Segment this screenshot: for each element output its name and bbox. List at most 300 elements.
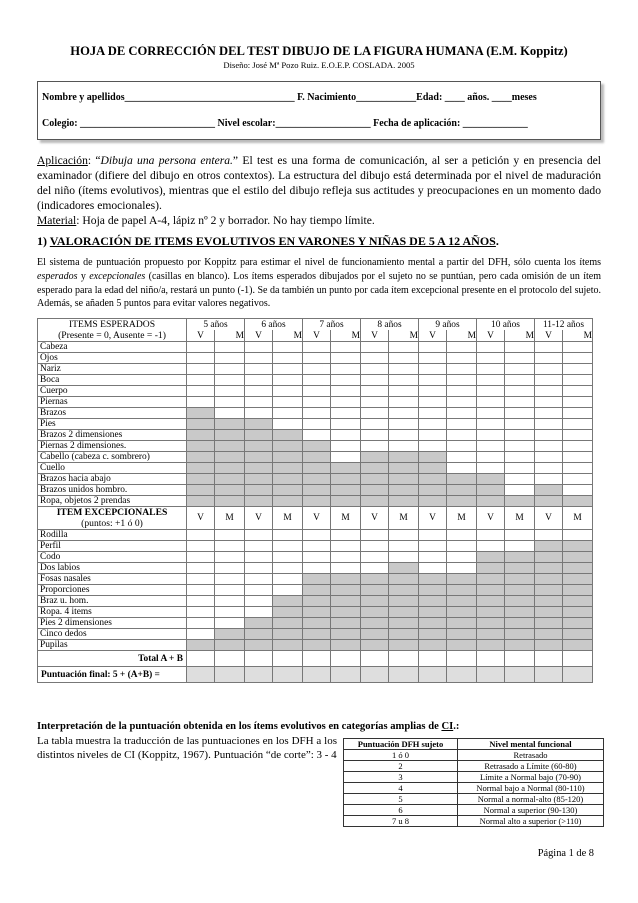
total-row <box>38 651 593 667</box>
score-cell[interactable] <box>447 452 477 463</box>
esperados-header-cell <box>38 319 187 342</box>
shaded-cell <box>215 419 245 430</box>
score-cell[interactable] <box>215 530 245 541</box>
score-cell[interactable] <box>245 397 273 408</box>
score-cell[interactable] <box>477 441 505 452</box>
score-cell[interactable] <box>187 563 215 574</box>
score-cell[interactable] <box>563 353 593 364</box>
score-cell[interactable] <box>273 397 303 408</box>
score-cell[interactable] <box>303 375 331 386</box>
score-cell[interactable] <box>389 419 419 430</box>
score-cell[interactable] <box>273 364 303 375</box>
score-cell[interactable] <box>535 441 563 452</box>
score-cell[interactable] <box>535 474 563 485</box>
score-cell[interactable] <box>245 408 273 419</box>
ci-score: 4 <box>344 783 458 794</box>
shaded-cell <box>447 629 477 640</box>
score-cell[interactable] <box>505 386 535 397</box>
score-cell[interactable] <box>477 430 505 441</box>
shaded-cell <box>419 474 447 485</box>
score-cell[interactable] <box>245 574 273 585</box>
total-cell[interactable] <box>419 651 447 667</box>
score-cell[interactable] <box>273 574 303 585</box>
score-cell[interactable] <box>419 541 447 552</box>
total-cell[interactable] <box>215 651 245 667</box>
shaded-cell <box>477 607 505 618</box>
score-cell[interactable] <box>273 552 303 563</box>
score-cell[interactable] <box>505 441 535 452</box>
score-cell[interactable] <box>419 364 447 375</box>
score-cell[interactable] <box>447 419 477 430</box>
shaded-cell <box>331 496 361 507</box>
score-cell[interactable] <box>389 408 419 419</box>
score-cell[interactable] <box>245 563 273 574</box>
score-cell[interactable] <box>505 463 535 474</box>
score-cell[interactable] <box>245 353 273 364</box>
item-label: Braz u. hom. <box>38 596 187 607</box>
score-cell[interactable] <box>361 364 389 375</box>
score-cell[interactable] <box>535 530 563 541</box>
shaded-cell <box>389 474 419 485</box>
score-cell[interactable] <box>535 463 563 474</box>
score-cell[interactable] <box>273 419 303 430</box>
score-cell[interactable] <box>389 530 419 541</box>
item-label: Piernas 2 dimensiones. <box>38 441 187 452</box>
score-cell[interactable] <box>389 552 419 563</box>
score-cell[interactable] <box>331 408 361 419</box>
score-cell[interactable] <box>389 375 419 386</box>
score-cell[interactable] <box>419 386 447 397</box>
score-cell[interactable] <box>563 530 593 541</box>
shaded-cell <box>187 474 215 485</box>
score-cell[interactable] <box>447 375 477 386</box>
score-cell[interactable] <box>563 408 593 419</box>
score-cell[interactable] <box>447 441 477 452</box>
score-cell[interactable] <box>447 364 477 375</box>
total-cell[interactable] <box>535 667 563 683</box>
score-cell[interactable] <box>331 530 361 541</box>
score-cell[interactable] <box>273 585 303 596</box>
score-cell[interactable] <box>331 342 361 353</box>
score-cell[interactable] <box>419 552 447 563</box>
shaded-cell <box>361 474 389 485</box>
score-cell[interactable] <box>505 485 535 496</box>
total-cell[interactable] <box>477 667 505 683</box>
score-cell[interactable] <box>273 375 303 386</box>
shaded-cell <box>245 452 273 463</box>
score-cell[interactable] <box>331 397 361 408</box>
score-cell[interactable] <box>447 353 477 364</box>
score-cell[interactable] <box>361 353 389 364</box>
score-cell[interactable] <box>273 386 303 397</box>
item-row <box>38 441 593 452</box>
total-cell[interactable] <box>419 667 447 683</box>
score-cell[interactable] <box>563 364 593 375</box>
score-cell[interactable] <box>215 596 245 607</box>
shaded-cell <box>419 452 447 463</box>
score-cell[interactable] <box>563 375 593 386</box>
total-cell[interactable] <box>447 651 477 667</box>
score-cell[interactable] <box>447 397 477 408</box>
score-cell[interactable] <box>389 364 419 375</box>
score-cell[interactable] <box>303 530 331 541</box>
total-cell[interactable] <box>477 651 505 667</box>
score-cell[interactable] <box>187 618 215 629</box>
total-cell[interactable] <box>361 667 389 683</box>
score-cell[interactable] <box>331 452 361 463</box>
score-cell[interactable] <box>361 342 389 353</box>
score-cell[interactable] <box>505 408 535 419</box>
score-cell[interactable] <box>563 386 593 397</box>
score-cell[interactable] <box>563 397 593 408</box>
score-cell[interactable] <box>505 353 535 364</box>
material-label: Material <box>37 214 77 227</box>
score-cell[interactable] <box>477 419 505 430</box>
score-cell[interactable] <box>535 364 563 375</box>
total-cell[interactable] <box>273 651 303 667</box>
score-cell[interactable] <box>419 342 447 353</box>
score-cell[interactable] <box>303 408 331 419</box>
age-header: 11-12 años <box>535 319 593 331</box>
shaded-cell <box>187 408 215 419</box>
score-cell[interactable] <box>303 430 331 441</box>
score-cell[interactable] <box>303 342 331 353</box>
score-cell[interactable] <box>563 342 593 353</box>
excepcionales-header-cell <box>38 507 187 530</box>
total-cell[interactable] <box>303 651 331 667</box>
shaded-cell <box>419 496 447 507</box>
total-cell[interactable] <box>447 667 477 683</box>
score-cell[interactable] <box>245 552 273 563</box>
score-cell[interactable] <box>215 397 245 408</box>
score-cell[interactable] <box>477 342 505 353</box>
score-cell[interactable] <box>419 375 447 386</box>
score-cell[interactable] <box>187 375 215 386</box>
score-cell[interactable] <box>389 430 419 441</box>
score-cell[interactable] <box>563 463 593 474</box>
score-cell[interactable] <box>215 386 245 397</box>
score-cell[interactable] <box>419 441 447 452</box>
sex-header: M <box>505 507 535 530</box>
score-cell[interactable] <box>389 441 419 452</box>
total-cell[interactable] <box>535 651 563 667</box>
item-row <box>38 386 593 397</box>
sex-header: M <box>331 507 361 530</box>
score-cell[interactable] <box>447 552 477 563</box>
score-cell[interactable] <box>303 353 331 364</box>
score-cell[interactable] <box>331 353 361 364</box>
ci-score: 6 <box>344 805 458 816</box>
score-cell[interactable] <box>535 430 563 441</box>
score-cell[interactable] <box>187 353 215 364</box>
score-cell[interactable] <box>477 541 505 552</box>
shaded-cell <box>331 463 361 474</box>
section-number: 1) <box>37 234 50 248</box>
shaded-cell <box>245 463 273 474</box>
score-cell[interactable] <box>447 530 477 541</box>
item-label: Brazos <box>38 408 187 419</box>
total-cell[interactable] <box>215 667 245 683</box>
score-cell[interactable] <box>419 419 447 430</box>
score-cell[interactable] <box>447 463 477 474</box>
score-cell[interactable] <box>505 530 535 541</box>
shaded-cell <box>505 607 535 618</box>
age-header: 7 años <box>303 319 361 331</box>
score-cell[interactable] <box>215 375 245 386</box>
score-cell[interactable] <box>447 430 477 441</box>
score-cell[interactable] <box>361 441 389 452</box>
shaded-cell <box>361 618 389 629</box>
score-cell[interactable] <box>389 541 419 552</box>
item-label: Cuello <box>38 463 187 474</box>
age-header: 10 años <box>477 319 535 331</box>
score-cell[interactable] <box>361 408 389 419</box>
score-cell[interactable] <box>303 386 331 397</box>
score-cell[interactable] <box>273 563 303 574</box>
score-cell[interactable] <box>331 552 361 563</box>
total-cell[interactable] <box>187 667 215 683</box>
score-cell[interactable] <box>187 541 215 552</box>
score-cell[interactable] <box>245 342 273 353</box>
total-cell[interactable] <box>245 651 273 667</box>
score-cell[interactable] <box>303 419 331 430</box>
score-cell[interactable] <box>245 585 273 596</box>
score-cell[interactable] <box>389 353 419 364</box>
item-row <box>38 397 593 408</box>
score-cell[interactable] <box>303 364 331 375</box>
item-row <box>38 618 593 629</box>
score-cell[interactable] <box>563 441 593 452</box>
score-cell[interactable] <box>245 375 273 386</box>
score-cell[interactable] <box>535 452 563 463</box>
score-cell[interactable] <box>447 386 477 397</box>
total-cell[interactable] <box>303 667 331 683</box>
score-cell[interactable] <box>477 408 505 419</box>
score-cell[interactable] <box>477 375 505 386</box>
age-header: 5 años <box>187 319 245 331</box>
score-cell[interactable] <box>389 386 419 397</box>
score-cell[interactable] <box>535 342 563 353</box>
score-cell[interactable] <box>331 441 361 452</box>
score-cell[interactable] <box>245 386 273 397</box>
total-cell[interactable] <box>245 667 273 683</box>
score-cell[interactable] <box>505 364 535 375</box>
sex-header: V <box>419 330 447 342</box>
score-cell[interactable] <box>273 342 303 353</box>
score-cell[interactable] <box>187 574 215 585</box>
shaded-cell <box>505 563 535 574</box>
score-cell[interactable] <box>563 430 593 441</box>
shaded-cell <box>361 640 389 651</box>
score-cell[interactable] <box>215 342 245 353</box>
score-cell[interactable] <box>273 353 303 364</box>
score-cell[interactable] <box>273 530 303 541</box>
score-cell[interactable] <box>563 474 593 485</box>
score-cell[interactable] <box>505 419 535 430</box>
total-cell[interactable] <box>389 667 419 683</box>
total-cell[interactable] <box>331 651 361 667</box>
score-cell[interactable] <box>505 430 535 441</box>
score-cell[interactable] <box>447 541 477 552</box>
score-cell[interactable] <box>389 397 419 408</box>
score-cell[interactable] <box>187 397 215 408</box>
shaded-cell <box>389 596 419 607</box>
sex-header: M <box>447 330 477 342</box>
score-cell[interactable] <box>331 430 361 441</box>
sex-header: V <box>303 507 331 530</box>
score-cell[interactable] <box>215 574 245 585</box>
score-cell[interactable] <box>361 430 389 441</box>
score-cell[interactable] <box>187 530 215 541</box>
shaded-cell <box>303 463 331 474</box>
score-cell[interactable] <box>419 530 447 541</box>
score-cell[interactable] <box>303 552 331 563</box>
score-cell[interactable] <box>187 596 215 607</box>
sex-header: M <box>389 507 419 530</box>
score-cell[interactable] <box>477 364 505 375</box>
shaded-cell <box>563 596 593 607</box>
score-cell[interactable] <box>303 397 331 408</box>
score-cell[interactable] <box>187 386 215 397</box>
score-cell[interactable] <box>215 552 245 563</box>
esperados-sub: (Presente = 0, Ausente = -1) <box>58 330 166 341</box>
score-cell[interactable] <box>477 353 505 364</box>
score-cell[interactable] <box>447 563 477 574</box>
score-cell[interactable] <box>187 629 215 640</box>
score-cell[interactable] <box>361 530 389 541</box>
score-cell[interactable] <box>331 419 361 430</box>
final-row-label: Puntuación final: 5 + (A+B) = <box>38 667 187 683</box>
score-cell[interactable] <box>419 353 447 364</box>
score-cell[interactable] <box>215 364 245 375</box>
score-cell[interactable] <box>303 563 331 574</box>
ci-level: Límite a Normal bajo (70-90) <box>458 772 604 783</box>
score-cell[interactable] <box>361 386 389 397</box>
sex-header: V <box>477 507 505 530</box>
score-cell[interactable] <box>477 530 505 541</box>
score-cell[interactable] <box>419 563 447 574</box>
score-cell[interactable] <box>245 530 273 541</box>
score-cell[interactable] <box>215 618 245 629</box>
shaded-cell <box>563 541 593 552</box>
item-row <box>38 474 593 485</box>
score-cell[interactable] <box>477 463 505 474</box>
score-cell[interactable] <box>447 342 477 353</box>
score-cell[interactable] <box>245 541 273 552</box>
total-cell[interactable] <box>187 651 215 667</box>
score-cell[interactable] <box>477 452 505 463</box>
shaded-cell <box>535 596 563 607</box>
score-cell[interactable] <box>187 607 215 618</box>
score-cell[interactable] <box>187 342 215 353</box>
score-cell[interactable] <box>331 375 361 386</box>
total-cell[interactable] <box>273 667 303 683</box>
score-cell[interactable] <box>419 430 447 441</box>
score-cell[interactable] <box>361 375 389 386</box>
score-cell[interactable] <box>187 364 215 375</box>
score-cell[interactable] <box>477 397 505 408</box>
score-cell[interactable] <box>535 408 563 419</box>
score-cell[interactable] <box>361 563 389 574</box>
score-cell[interactable] <box>215 541 245 552</box>
score-cell[interactable] <box>535 419 563 430</box>
score-cell[interactable] <box>505 397 535 408</box>
total-cell[interactable] <box>505 651 535 667</box>
score-cell[interactable] <box>505 452 535 463</box>
score-cell[interactable] <box>419 397 447 408</box>
score-cell[interactable] <box>419 408 447 419</box>
score-cell[interactable] <box>389 342 419 353</box>
score-cell[interactable] <box>563 452 593 463</box>
total-cell[interactable] <box>389 651 419 667</box>
score-cell[interactable] <box>535 375 563 386</box>
score-cell[interactable] <box>245 364 273 375</box>
score-cell[interactable] <box>535 386 563 397</box>
total-cell[interactable] <box>563 651 593 667</box>
shaded-cell <box>563 496 593 507</box>
shaded-cell <box>389 607 419 618</box>
score-cell[interactable] <box>215 353 245 364</box>
shaded-cell <box>303 452 331 463</box>
shaded-cell <box>505 496 535 507</box>
score-cell[interactable] <box>215 585 245 596</box>
score-cell[interactable] <box>273 541 303 552</box>
score-cell[interactable] <box>361 541 389 552</box>
score-cell[interactable] <box>563 419 593 430</box>
intro-paragraph <box>37 153 601 228</box>
score-cell[interactable] <box>505 375 535 386</box>
score-cell[interactable] <box>505 474 535 485</box>
score-cell[interactable] <box>331 364 361 375</box>
shaded-cell <box>447 618 477 629</box>
score-cell[interactable] <box>331 563 361 574</box>
score-cell[interactable] <box>331 386 361 397</box>
score-cell[interactable] <box>215 563 245 574</box>
total-cell[interactable] <box>563 667 593 683</box>
score-cell[interactable] <box>505 342 535 353</box>
shaded-cell <box>273 485 303 496</box>
total-cell[interactable] <box>331 667 361 683</box>
score-cell[interactable] <box>303 541 331 552</box>
score-cell[interactable] <box>563 485 593 496</box>
shaded-cell <box>535 607 563 618</box>
total-cell[interactable] <box>505 667 535 683</box>
score-cell[interactable] <box>535 353 563 364</box>
school-line: Colegio: ___________________________ Nivel escolar:___________________ Fecha de aplicación: _____________ <box>42 118 528 129</box>
score-cell[interactable] <box>215 408 245 419</box>
sex-header: V <box>303 330 331 342</box>
shaded-cell <box>419 596 447 607</box>
material-text: : Hoja de papel A-4, lápiz nº 2 y borrador. No hay tiempo límite. <box>76 214 375 227</box>
score-cell[interactable] <box>187 585 215 596</box>
total-cell[interactable] <box>361 651 389 667</box>
score-cell[interactable] <box>187 552 215 563</box>
score-cell[interactable] <box>535 397 563 408</box>
score-cell[interactable] <box>505 541 535 552</box>
score-cell[interactable] <box>361 419 389 430</box>
score-cell[interactable] <box>361 397 389 408</box>
shaded-cell <box>303 585 331 596</box>
score-cell[interactable] <box>215 607 245 618</box>
score-cell[interactable] <box>245 596 273 607</box>
score-cell[interactable] <box>477 386 505 397</box>
score-cell[interactable] <box>447 408 477 419</box>
score-cell[interactable] <box>331 541 361 552</box>
score-cell[interactable] <box>245 607 273 618</box>
score-cell[interactable] <box>361 552 389 563</box>
shaded-cell <box>273 463 303 474</box>
score-cell[interactable] <box>273 408 303 419</box>
